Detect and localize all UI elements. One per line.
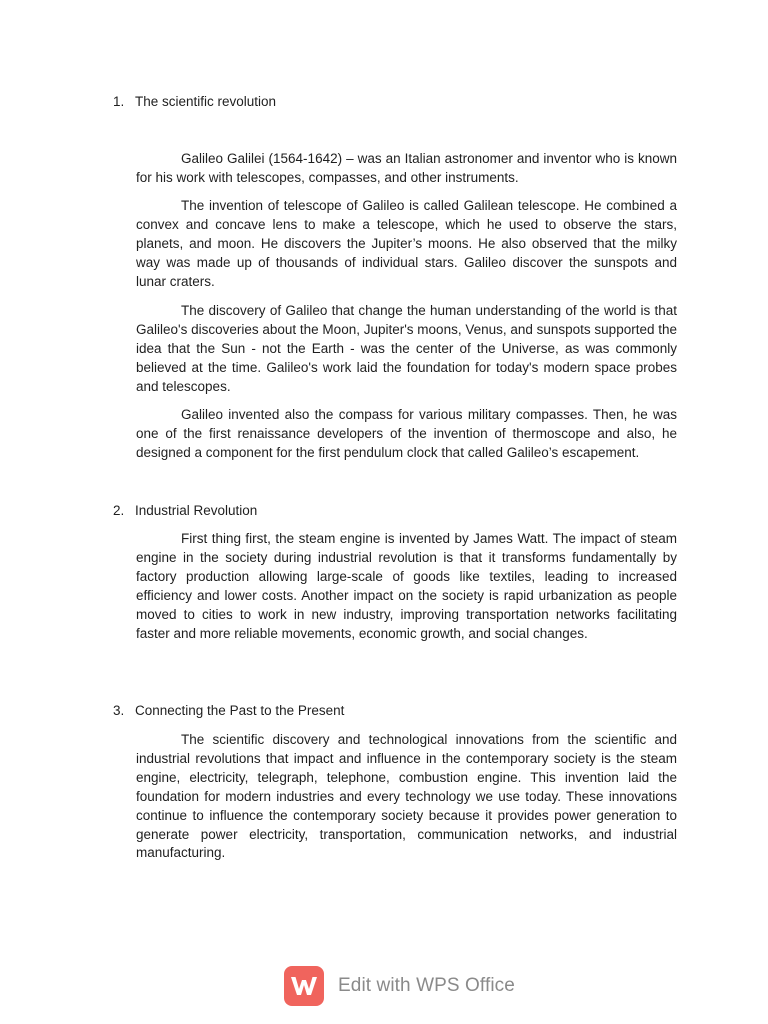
section-2-title: Industrial Revolution	[135, 503, 258, 518]
wps-edit-banner[interactable]	[284, 964, 515, 1008]
section-1-title: The scientific revolution	[135, 94, 277, 109]
section-2-number: 2.	[113, 503, 125, 518]
edit-with-wps-text: Edit with WPS Office	[338, 975, 515, 996]
section-2-paragraph-1: First thing first, the steam engine is invented by James Watt. The impact of steam engine in the society during industrial revolution is that it transforms fundamentally by factory production allowing large-scale of goods like textiles, leading to increased efficiency and lower costs. Another impact on the society is rapid urbanization as people moved to cities to work in new industry, improving transportation networks facilitating faster and more reliable movements, economic growth, and social changes.	[136, 531, 677, 641]
section-1-number: 1.	[113, 94, 125, 109]
section-3-heading	[113, 702, 344, 720]
section-3-number: 3.	[113, 703, 125, 718]
wps-office-logo-icon	[284, 966, 324, 1006]
section-1-heading	[113, 93, 276, 111]
section-3-title: Connecting the Past to the Present	[135, 703, 345, 718]
section-1-paragraph-1: Galileo Galilei (1564-1642) – was an Italian astronomer and inventor who is known for his work with telescopes, compasses, and other instruments.	[136, 151, 677, 185]
section-1-paragraph-2: The invention of telescope of Galileo is called Galilean telescope. He combined a convex and concave lens to make a telescope, which he used to observe the stars, planets, and moon. He discovers the Jupiter’s moons. He also observed that the milky way was made up of thousands of individual stars. Galileo discover the sunspots and lunar craters.	[136, 198, 677, 289]
section-1-paragraph-4: Galileo invented also the compass for various military compasses. Then, he was one of the first renaissance developers of the invention of thermoscope and also, he designed a component for the first pendulum clock that called Galileo’s escapement.	[136, 407, 677, 460]
section-3-paragraph-1: The scientific discovery and technological innovations from the scientific and industrial revolutions that impact and influence in the contemporary society is the steam engine, electricity, telegraph, telephone, combustion engine. This invention laid the foundation for modern industries and every technology we use today. These innovations continue to influence the contemporary society because it provides power generation to generate power electricity, transportation, communication networks, and industrial manufacturing.	[136, 732, 677, 861]
section-2-heading	[113, 502, 257, 520]
section-1-paragraph-3: The discovery of Galileo that change the human understanding of the world is that Galileo's discoveries about the Moon, Jupiter's moons, Venus, and sunspots supported the idea that the Sun - not the Earth - was the center of the Universe, as was commonly believed at the time. Galileo's work laid the foundation for today's modern space probes and telescopes.	[136, 303, 677, 394]
